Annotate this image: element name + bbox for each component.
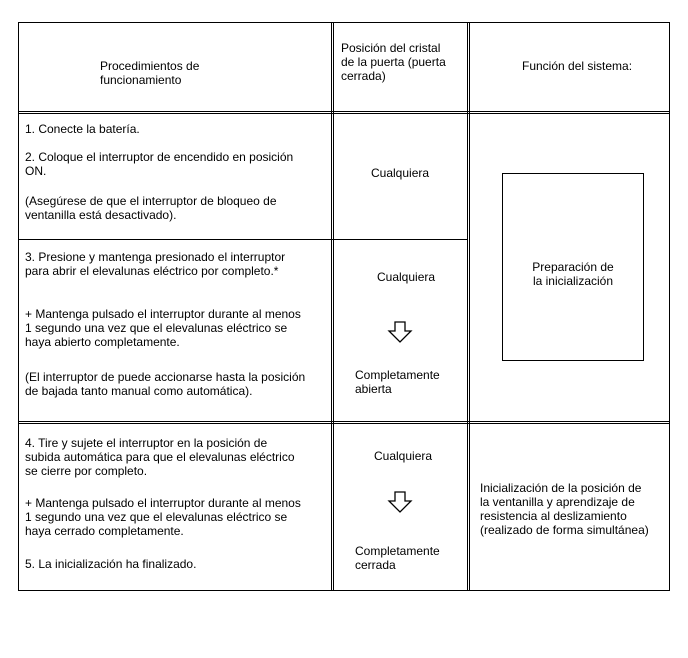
- header-procedures: Procedimientos de funcionamiento: [100, 59, 200, 87]
- step-3-hold: + Mantenga pulsado el interruptor durante al menos 1 segundo una vez que el elevalunas eléctrico se haya abierto completamente.: [25, 307, 301, 349]
- function-preparation-text: Preparación de la inicialización: [532, 260, 614, 288]
- table-left-border: [18, 22, 19, 591]
- row2-position-from: Cualquiera: [377, 270, 436, 284]
- row2-position-to: Completamente abierta: [355, 368, 440, 396]
- row-divider-2: [18, 421, 669, 422]
- row-divider-1: [18, 239, 468, 240]
- row3-position-from: Cualquiera: [374, 449, 433, 463]
- table-right-border: [669, 22, 670, 591]
- step-3-text: 3. Presione y mantenga presionado el interruptor para abrir el elevalunas eléctrico por completo.*: [25, 250, 286, 278]
- row3-position-to: Completamente cerrada: [355, 544, 440, 572]
- header-divider: [18, 111, 669, 112]
- function-initialization-text: Inicialización de la posición de la ventanilla y aprendizaje de resistencia al deslizamiento (realizado de forma simultánea): [480, 481, 649, 537]
- step-1-text: 1. Conecte la batería.: [25, 122, 140, 136]
- table-bottom-border: [18, 590, 669, 591]
- down-arrow-icon: [387, 321, 413, 343]
- step-4-text: 4. Tire y sujete el interruptor en la posición de subida automática para que el elevalunas eléctrico se cierre por completo.: [25, 436, 295, 478]
- step-4-hold: + Mantenga pulsado el interruptor durante al menos 1 segundo una vez que el elevalunas eléctrico se haya cerrado completamente.: [25, 496, 301, 538]
- step-2-text: 2. Coloque el interruptor de encendido en posición ON.: [25, 150, 294, 178]
- step-3-note: (El interruptor de puede accionarse hasta la posición de bajada tanto manual como automática).: [25, 370, 306, 398]
- step-2-note: (Asegúrese de que el interruptor de bloqueo de ventanilla está desactivado).: [25, 194, 277, 222]
- table-top-border: [18, 22, 669, 23]
- step-5-text: 5. La inicialización ha finalizado.: [25, 557, 197, 571]
- header-window-position: Posición del cristal de la puerta (puerta cerrada): [341, 41, 446, 83]
- header-system-function: Función del sistema:: [522, 59, 633, 73]
- column-divider-1: [331, 22, 332, 591]
- down-arrow-icon: [387, 491, 413, 513]
- row1-position: Cualquiera: [371, 166, 430, 180]
- column-divider-2: [467, 22, 468, 591]
